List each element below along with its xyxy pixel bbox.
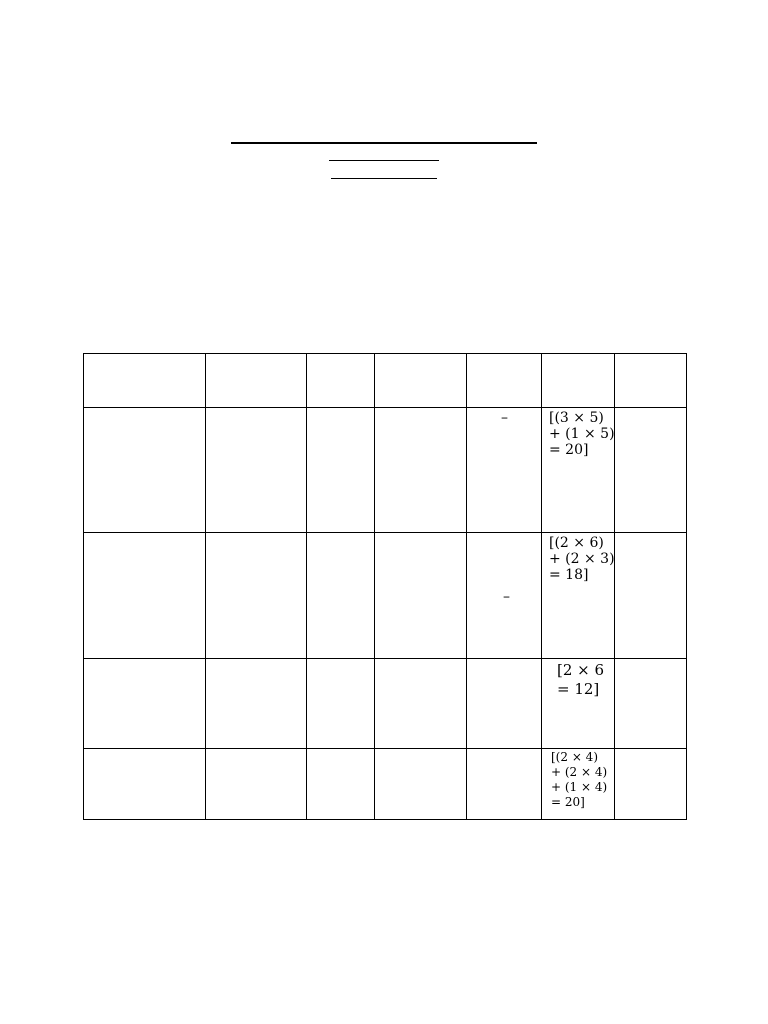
table-cell	[542, 408, 615, 533]
calc-line: = 20]	[551, 795, 585, 809]
table-cell	[542, 533, 615, 659]
table-cell	[375, 408, 467, 533]
table-row	[84, 533, 687, 659]
table-cell	[615, 354, 687, 408]
title-rule	[231, 142, 537, 144]
subtitle-rule-2	[331, 178, 437, 179]
table-cell	[307, 749, 375, 820]
dash-mark: –	[501, 410, 508, 426]
calc-expression	[557, 661, 604, 699]
table-cell	[84, 749, 206, 820]
table-cell	[542, 354, 615, 408]
calc-expression	[551, 750, 607, 810]
calc-line: + (1 × 5)	[549, 426, 615, 442]
calc-line: [2 × 6	[557, 661, 605, 679]
calc-line: + (2 × 3)	[549, 551, 615, 567]
subtitle-rule-1	[329, 160, 439, 161]
calc-line: = 18]	[549, 567, 589, 583]
table-cell	[615, 749, 687, 820]
dash-mark: –	[503, 589, 510, 605]
table-cell	[615, 408, 687, 533]
table-cell	[84, 354, 206, 408]
calc-line: [(2 × 4)	[551, 750, 598, 764]
table-cell	[467, 749, 542, 820]
table-cell	[615, 659, 687, 749]
table-row	[84, 659, 687, 749]
calc-line: + (2 × 4)	[551, 765, 608, 779]
calc-line: = 20]	[549, 442, 589, 458]
table-cell	[84, 659, 206, 749]
table-cell	[206, 354, 307, 408]
table-cell	[542, 659, 615, 749]
table-cell	[84, 533, 206, 659]
table-cell	[206, 659, 307, 749]
table-cell	[615, 533, 687, 659]
table-cell	[307, 533, 375, 659]
table-cell	[375, 533, 467, 659]
calc-line: [(2 × 6)	[549, 535, 604, 551]
table-cell	[375, 354, 467, 408]
calc-line: + (1 × 4)	[551, 780, 608, 794]
table-cell	[307, 659, 375, 749]
table-cell	[375, 749, 467, 820]
table-cell	[542, 749, 615, 820]
table-row	[84, 408, 687, 533]
table-cell	[467, 408, 542, 533]
table-cell	[206, 749, 307, 820]
calc-line: = 12]	[557, 680, 600, 698]
calc-expression	[549, 410, 615, 458]
calc-line: [(3 × 5)	[549, 410, 604, 426]
table-cell	[206, 533, 307, 659]
table-cell	[467, 354, 542, 408]
score-table	[83, 353, 687, 820]
table-cell	[84, 408, 206, 533]
table-row	[84, 749, 687, 820]
table-cell	[467, 533, 542, 659]
table-header-row	[84, 354, 687, 408]
calc-expression	[549, 535, 615, 583]
table-cell	[307, 408, 375, 533]
table-cell	[206, 408, 307, 533]
table-cell	[375, 659, 467, 749]
table-cell	[307, 354, 375, 408]
table-cell	[467, 659, 542, 749]
